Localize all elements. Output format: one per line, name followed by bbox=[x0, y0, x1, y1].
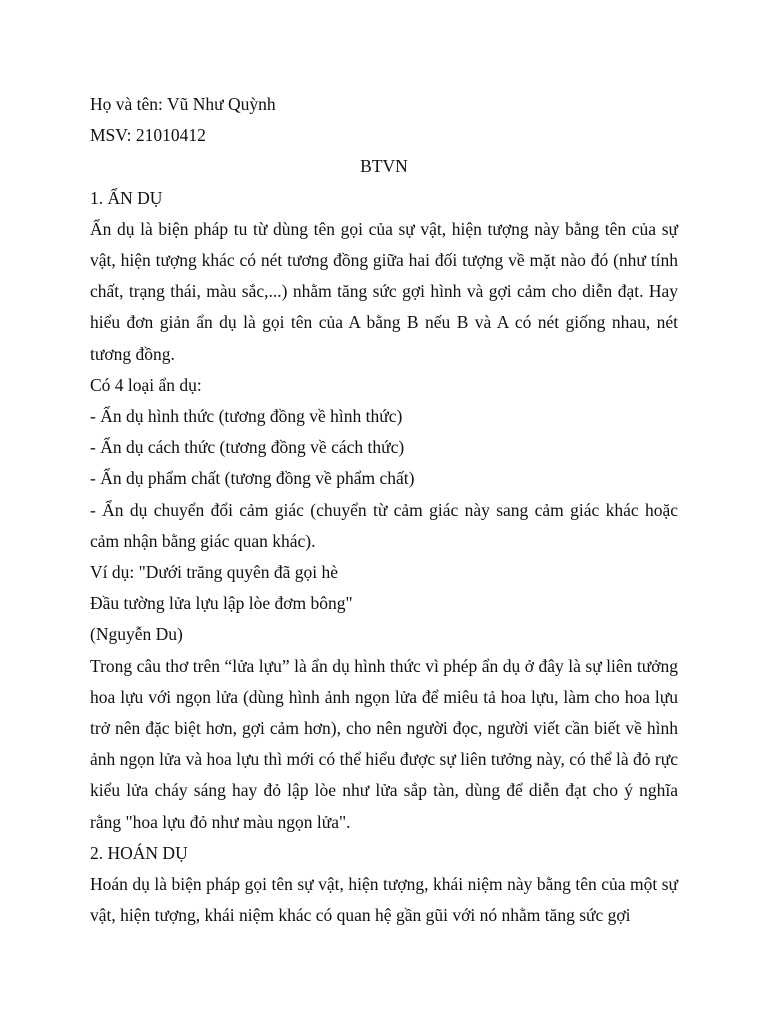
an-du-type-item: - Ẩn dụ hình thức (tương đồng về hình thức) bbox=[90, 406, 403, 427]
section-heading-an-du: 1. ẨN DỤ bbox=[90, 187, 163, 208]
document-page bbox=[90, 89, 678, 931]
section-heading-hoan-du: 2. HOÁN DỤ bbox=[90, 842, 188, 863]
example-verse-line-1: Ví dụ: "Dưới trăng quyên đã gọi hè bbox=[90, 562, 338, 583]
an-du-types-intro: Có 4 loại ẩn dụ: bbox=[90, 374, 202, 395]
example-verse-line-2: Đầu tường lửa lựu lập lòe đơm bông" bbox=[90, 593, 353, 614]
document-title: BTVN bbox=[360, 156, 408, 177]
an-du-explanation-paragraph: Trong câu thơ trên “lửa lựu” là ẩn dụ hình thức vì phép ẩn dụ ở đây là sự liên tưởng hoa lựu với ngọn lửa (dùng hình ảnh ngọn lửa để miêu tả hoa lựu, làm cho hoa lựu trở nên đặc biệt hơn, gợi cảm hơn), cho nên người đọc, người viết cần biết về hình ảnh ngọn lửa và hoa lựu thì mới có thể hiểu được sự liên tưởng này, có thể là đỏ rực kiểu lửa cháy sáng hay đỏ lập lòe như lửa sắp tàn, dùng để diễn đạt cho ý nghĩa rằng "hoa lựu đỏ như màu ngọn lửa". bbox=[90, 655, 678, 832]
student-id-line: MSV: 21010412 bbox=[90, 125, 206, 146]
example-author: (Nguyễn Du) bbox=[90, 624, 183, 645]
an-du-type-item: - Ẩn dụ cách thức (tương đồng về cách thức) bbox=[90, 437, 405, 458]
an-du-type-item: - Ẩn dụ phẩm chất (tương đồng về phẩm chất) bbox=[90, 468, 415, 489]
student-name-line: Họ và tên: Vũ Như Quỳnh bbox=[90, 94, 276, 114]
an-du-definition-paragraph: Ẩn dụ là biện pháp tu từ dùng tên gọi của sự vật, hiện tượng này bằng tên của sự vật, hiện tượng khác có nét tương đồng giữa hai đối tượng về mặt nào đó (như tính chất, trạng thái, màu sắc,...) nhằm tăng sức gợi hình và gợi cảm cho diễn đạt. Hay hiểu đơn giản ẩn dụ là gọi tên của A bằng B nếu B và A có nét giống nhau, nét tương đồng. bbox=[90, 218, 678, 364]
hoan-du-definition-paragraph: Hoán dụ là biện pháp gọi tên sự vật, hiện tượng, khái niệm này bằng tên của một sự vật, hiện tượng, khái niệm khác có quan hệ gần gũi với nó nhằm tăng sức gợi bbox=[90, 874, 678, 926]
an-du-type-item: - Ẩn dụ chuyển đổi cảm giác (chuyển từ cảm giác này sang cảm giác khác hoặc cảm nhận bằng giác quan khác). bbox=[90, 499, 678, 551]
